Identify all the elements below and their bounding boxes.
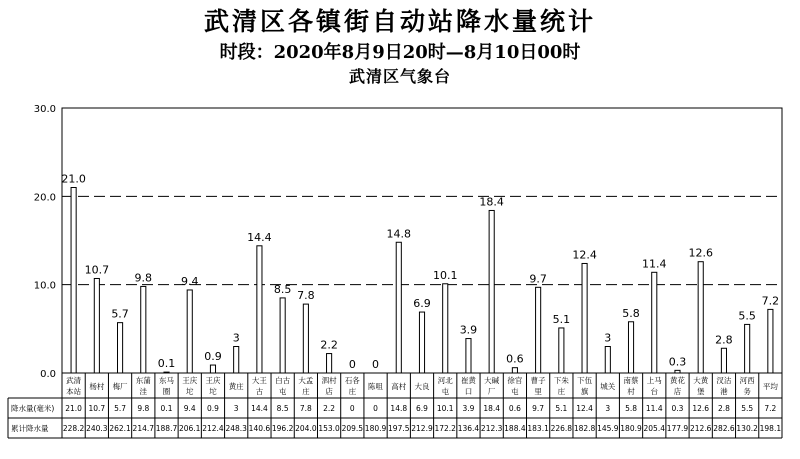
- y-tick-label: 10.0: [33, 280, 56, 292]
- data-label: 14.4: [247, 230, 272, 244]
- table-cell: 3.9: [462, 404, 475, 413]
- y-axis-ticks: [34, 104, 56, 380]
- table-cell: 7.8: [299, 404, 312, 413]
- table-cell: 172.2: [434, 424, 456, 433]
- table-cell: 12.6: [692, 404, 710, 413]
- table-cell: 180.9: [620, 424, 642, 433]
- category-label: 台: [650, 387, 659, 396]
- category-label: 圈: [162, 387, 171, 396]
- data-label: 14.8: [386, 227, 412, 241]
- category-label: 口: [464, 387, 473, 396]
- category-label: 武清: [66, 376, 82, 385]
- category-label: 店: [325, 387, 333, 396]
- table-cell: 6.9: [416, 404, 428, 413]
- table-cell: 204.0: [295, 424, 317, 433]
- table-cell: 182.8: [573, 424, 596, 433]
- category-label: 东马: [159, 376, 175, 385]
- category-label: 石各: [344, 376, 360, 385]
- data-label: 3: [604, 331, 612, 345]
- y-tick-label: 20.0: [33, 192, 56, 204]
- data-label: 10.7: [84, 263, 110, 277]
- table-cell: 0.3: [671, 404, 684, 413]
- data-label: 11.4: [642, 257, 667, 271]
- category-label: 河北: [437, 376, 453, 385]
- data-label: 9.4: [180, 274, 199, 288]
- category-label: 店: [673, 387, 682, 396]
- bar: [745, 324, 750, 373]
- data-label: 0: [372, 358, 380, 371]
- table-cell: 262.1: [109, 424, 131, 433]
- table-cell: 183.1: [527, 424, 549, 433]
- category-label: 庄: [348, 387, 357, 396]
- bar: [303, 304, 308, 373]
- bar: [768, 309, 773, 373]
- data-label: 0: [348, 358, 356, 371]
- table-cell: 2.2: [323, 404, 336, 413]
- category-label: 务: [743, 387, 751, 396]
- bar: [559, 328, 564, 373]
- bar: [141, 286, 146, 373]
- category-label: 大孟: [298, 376, 314, 385]
- category-label: 河西: [739, 376, 755, 385]
- table-cell: 177.9: [666, 424, 689, 433]
- category-label: 大碱: [484, 376, 500, 385]
- table-cell: 3: [233, 404, 239, 413]
- category-label: 东蒲: [135, 376, 151, 385]
- category-label: 崔黄: [460, 376, 476, 385]
- data-label: 7.8: [297, 289, 315, 303]
- category-label: 王庆: [205, 376, 221, 385]
- data-label: 6.9: [413, 297, 431, 311]
- table-row-header: 降水量(毫米): [11, 404, 55, 413]
- data-label: 9.7: [529, 272, 547, 286]
- bar: [536, 287, 541, 373]
- data-label: 9.8: [134, 271, 153, 285]
- table-cell: 212.3: [480, 424, 503, 433]
- bar: [698, 262, 703, 373]
- table-cell: 180.9: [364, 424, 387, 433]
- category-label: 曹子: [530, 376, 546, 385]
- category-label: 屯: [441, 387, 449, 396]
- table-cell: 5.1: [555, 404, 568, 413]
- category-label: 古: [255, 387, 264, 396]
- data-label: 12.4: [572, 248, 597, 262]
- table-cell: 282.6: [713, 424, 735, 433]
- category-label: 高村: [391, 382, 407, 391]
- table-cell: 0: [349, 404, 355, 413]
- bar: [652, 272, 657, 373]
- bar: [118, 323, 123, 373]
- bar: [187, 290, 192, 373]
- table-cell: 153.0: [318, 424, 340, 433]
- category-label: 下伍: [577, 376, 593, 385]
- table-cell: 2.8: [717, 404, 730, 413]
- table-cell: 9.7: [532, 404, 545, 413]
- data-label: 7.2: [761, 294, 780, 308]
- table-cell: 9.8: [137, 404, 150, 413]
- category-label: 厂: [487, 387, 496, 396]
- table-cell: 197.5: [388, 424, 410, 433]
- bar: [396, 242, 401, 373]
- data-table: [8, 373, 782, 438]
- category-label: 黄花: [669, 376, 685, 385]
- table-cell: 14.8: [390, 404, 408, 413]
- table-cell: 0.1: [160, 404, 173, 413]
- data-label: 5.5: [738, 309, 756, 323]
- table-cell: 209.5: [341, 424, 364, 433]
- table-cell: 5.7: [114, 404, 127, 413]
- category-label: 大黄: [693, 376, 709, 385]
- bars: [71, 188, 773, 374]
- bar: [327, 354, 332, 373]
- table-cell: 226.8: [550, 424, 573, 433]
- category-label: 村: [627, 387, 635, 396]
- table-cell: 5.8: [625, 404, 638, 413]
- category-label: 屯: [511, 387, 519, 396]
- bar: [280, 298, 285, 373]
- data-label: 18.4: [479, 195, 504, 209]
- category-label: 泗村: [321, 376, 337, 385]
- category-label: 大王: [251, 376, 267, 385]
- bar: [419, 312, 424, 373]
- table-cell: 188.7: [155, 424, 178, 433]
- category-label: 坨: [209, 387, 217, 396]
- data-label: 3.9: [459, 323, 478, 337]
- table-cell: 12.4: [576, 404, 593, 413]
- data-label: 10.1: [432, 268, 458, 282]
- category-label: 里: [534, 387, 542, 396]
- table-cell: 130.2: [736, 424, 758, 433]
- data-label: 8.5: [273, 282, 292, 296]
- data-label: 2.2: [320, 338, 338, 352]
- table-cell: 9.4: [183, 404, 196, 413]
- category-label: 庄: [557, 387, 566, 396]
- y-tick-label: 30.0: [33, 104, 56, 115]
- bar: [466, 339, 471, 373]
- category-label: 庄: [302, 387, 310, 396]
- bar: [71, 188, 76, 374]
- category-label: 平均: [762, 382, 778, 391]
- table-cell: 228.2: [62, 424, 85, 433]
- gridlines: [62, 196, 782, 284]
- data-label: 3: [232, 331, 240, 345]
- table-cell: 3: [605, 404, 611, 413]
- data-label: 0.9: [204, 350, 222, 364]
- table-cell: 10.7: [88, 404, 106, 413]
- table-cell: 212.9: [411, 424, 433, 433]
- table-cell: 248.3: [225, 424, 247, 433]
- data-label: 0.1: [157, 357, 176, 371]
- bar: [94, 278, 99, 373]
- table-cell: 212.4: [202, 424, 224, 433]
- category-label: 黄庄: [228, 382, 244, 391]
- bar: [721, 348, 726, 373]
- table-cell: 11.4: [645, 404, 663, 413]
- table-cell: 206.1: [178, 424, 201, 433]
- table-cell: 5.5: [741, 404, 754, 413]
- data-label: 5.8: [622, 306, 640, 320]
- category-label: 陈咀: [368, 382, 384, 391]
- table-cell: 8.5: [276, 404, 289, 413]
- category-label: 港: [720, 387, 728, 396]
- table-cell: 0: [373, 404, 378, 413]
- chart-source: 武清区气象台: [348, 67, 451, 86]
- table-cell: 198.1: [759, 424, 782, 433]
- category-label: 屯: [278, 387, 287, 396]
- bar: [257, 246, 262, 373]
- data-label: 21.0: [61, 172, 86, 186]
- bar: [489, 210, 494, 373]
- table-cell: 145.9: [597, 424, 619, 433]
- category-label: 本站: [66, 387, 82, 396]
- data-label: 0.3: [668, 355, 687, 369]
- table-cell: 7.2: [764, 404, 777, 413]
- data-label: 5.1: [552, 312, 571, 326]
- data-label: 12.6: [688, 246, 713, 260]
- bar: [605, 347, 610, 374]
- table-row-header: 累计降水量: [11, 424, 49, 433]
- category-label: 下朱: [553, 376, 569, 385]
- y-tick-label: 0.0: [40, 369, 56, 380]
- table-cell: 10.1: [436, 404, 454, 413]
- table-cell: 0.6: [508, 404, 521, 413]
- table-cell: 140.6: [248, 424, 271, 433]
- table-cell: 240.3: [86, 424, 108, 433]
- category-label: 坨: [185, 387, 194, 396]
- category-label: 白古: [275, 376, 291, 385]
- bar: [234, 347, 239, 374]
- category-label: 洼: [139, 387, 148, 396]
- category-label: 上马: [646, 376, 662, 385]
- data-label: 2.8: [715, 333, 733, 347]
- category-label: 旗: [580, 387, 589, 396]
- bar: [512, 368, 517, 373]
- table-cell: 136.4: [457, 424, 480, 433]
- category-label: 南蔡: [623, 376, 639, 385]
- category-label: 大良: [414, 382, 430, 391]
- category-label: 堡: [696, 387, 705, 396]
- chart-title: 武清区各镇街自动站降水量统计: [203, 7, 596, 36]
- bar: [210, 365, 215, 373]
- category-label: 杨村: [89, 382, 105, 391]
- category-label: 梅厂: [112, 382, 128, 391]
- category-label: 徐官: [507, 376, 523, 385]
- table-cell: 14.4: [251, 404, 268, 413]
- data-label: 0.6: [506, 352, 524, 366]
- data-label: 5.7: [111, 307, 129, 321]
- table-cell: 188.4: [504, 424, 526, 433]
- category-label: 汊沽: [716, 376, 732, 385]
- table-cell: 212.6: [689, 424, 712, 433]
- table-cell: 196.2: [271, 424, 294, 433]
- table-cell: 0.9: [206, 404, 219, 413]
- table-cell: 18.4: [483, 404, 501, 413]
- table-cell: 205.4: [643, 424, 666, 433]
- bar: [628, 322, 633, 373]
- category-label: 王庆: [182, 376, 198, 385]
- bar: [582, 263, 587, 373]
- table-cell: 214.7: [132, 424, 155, 433]
- table-cell: 21.0: [65, 404, 82, 413]
- category-label: 城关: [600, 382, 616, 391]
- chart-period: 时段：2020年8月9日20时—8月10日00时: [219, 42, 581, 63]
- bar: [443, 284, 448, 373]
